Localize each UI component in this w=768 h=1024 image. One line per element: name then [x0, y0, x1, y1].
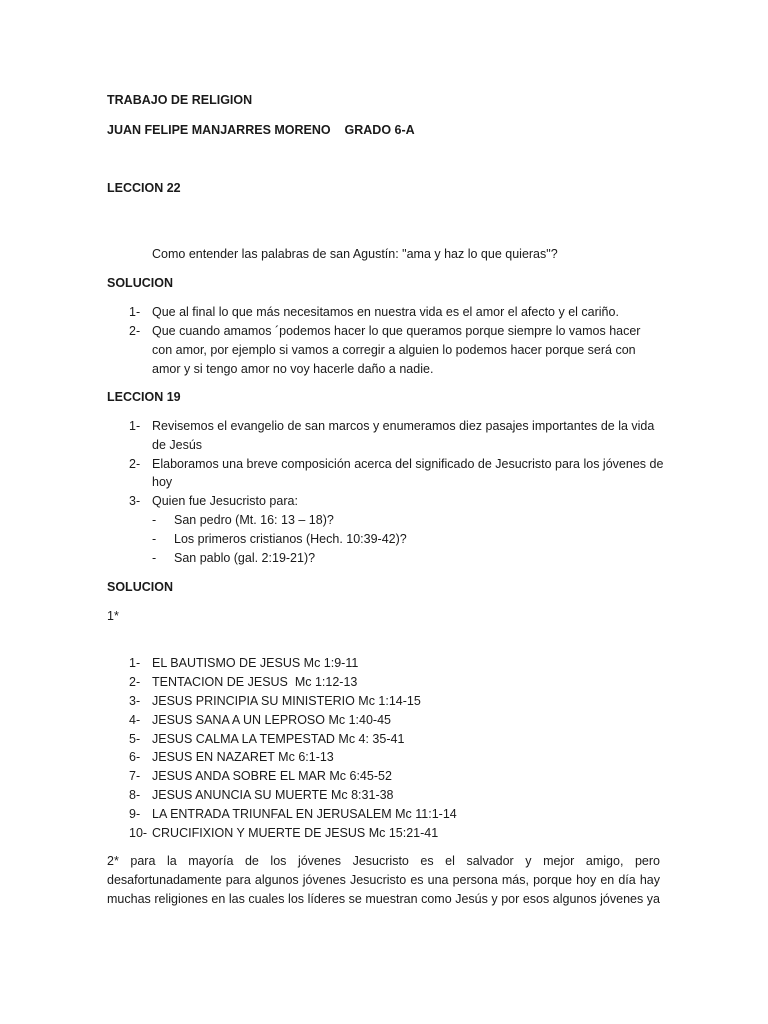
- passage-text: JESUS PRINCIPIA SU MINISTERIO Mc 1:14-15: [152, 694, 421, 708]
- task-line: hoy: [152, 475, 173, 489]
- subitem-text: San pablo (gal. 2:19-21)?: [174, 551, 316, 565]
- leccion-22-question: Como entender las palabras de san Agustín: "ama y haz lo que quieras"?: [152, 247, 558, 261]
- passage-text: LA ENTRADA TRIUNFAL EN JERUSALEM Mc 11:1-14: [152, 807, 457, 821]
- paragraph-line: desafortunadamente para algunos jóvenes Jesucristo es una persona más, porque hoy en día hay: [107, 873, 660, 887]
- answer-number: 2-: [129, 324, 141, 338]
- passage-text: JESUS EN NAZARET Mc 6:1-13: [152, 750, 334, 764]
- task-number: 1-: [129, 419, 141, 433]
- passage-number: 7-: [129, 769, 141, 783]
- passage-number: 9-: [129, 807, 141, 821]
- task-line: Revisemos el evangelio de san marcos y enumeramos diez pasajes importantes de la vida: [152, 419, 655, 433]
- passage-number: 2-: [129, 675, 141, 689]
- passage-number: 5-: [129, 732, 141, 746]
- passage-text: EL BAUTISMO DE JESUS Mc 1:9-11: [152, 656, 359, 670]
- passage-text: JESUS SANA A UN LEPROSO Mc 1:40-45: [152, 713, 391, 727]
- passage-number: 4-: [129, 713, 141, 727]
- subitem-dash: -: [152, 532, 157, 546]
- passage-text: TENTACION DE JESUS Mc 1:12-13: [152, 675, 358, 689]
- part-1-label: 1*: [107, 609, 119, 623]
- part-2-paragraph: [107, 852, 660, 909]
- passage-number: 10-: [129, 826, 148, 840]
- passage-text: JESUS ANUNCIA SU MUERTE Mc 8:31-38: [152, 788, 394, 802]
- subitem-dash: -: [152, 551, 157, 565]
- passage-number: 3-: [129, 694, 141, 708]
- task-line: de Jesús: [152, 438, 203, 452]
- passage-text: JESUS ANDA SOBRE EL MAR Mc 6:45-52: [152, 769, 392, 783]
- subitem-text: Los primeros cristianos (Hech. 10:39-42)?: [174, 532, 407, 546]
- passage-text: JESUS CALMA LA TEMPESTAD Mc 4: 35-41: [152, 732, 405, 746]
- paragraph-line: muchas religiones en las cuales los líderes se muestran como Jesús y por esos algunos jóvenes ya: [107, 892, 660, 906]
- passage-number: 1-: [129, 656, 141, 670]
- answer-number: 1-: [129, 305, 141, 319]
- task-line: Quien fue Jesucristo para:: [152, 494, 298, 508]
- solucion-heading-1: SOLUCION: [107, 276, 173, 290]
- answer-line: Que cuando amamos ´podemos hacer lo que queramos porque siempre lo vamos hacer: [152, 324, 641, 338]
- task-line: Elaboramos una breve composición acerca del significado de Jesucristo para los jóvenes de: [152, 457, 664, 471]
- document-title: TRABAJO DE RELIGION: [107, 93, 253, 107]
- answer-line: amor y si tengo amor no voy hacerle daño a nadie.: [152, 362, 434, 376]
- subitem-dash: -: [152, 513, 157, 527]
- answer-line: con amor, por ejemplo si vamos a corregir a alguien lo podemos hacer porque será con: [152, 343, 636, 357]
- paragraph-line: 2* para la mayoría de los jóvenes Jesucristo es el salvador y mejor amigo, pero: [107, 854, 660, 868]
- task-number: 2-: [129, 457, 141, 471]
- subitem-text: San pedro (Mt. 16: 13 – 18)?: [174, 513, 334, 527]
- student-line: JUAN FELIPE MANJARRES MORENO GRADO 6-A: [107, 123, 415, 137]
- task-number: 3-: [129, 494, 141, 508]
- leccion-22-heading: LECCION 22: [107, 181, 181, 195]
- solucion-heading-2: SOLUCION: [107, 580, 173, 594]
- leccion-19-heading: LECCION 19: [107, 390, 181, 404]
- answer-line: Que al final lo que más necesitamos en nuestra vida es el amor el afecto y el cariño.: [152, 305, 619, 319]
- passage-text: CRUCIFIXION Y MUERTE DE JESUS Mc 15:21-41: [152, 826, 439, 840]
- passage-number: 8-: [129, 788, 141, 802]
- passage-number: 6-: [129, 750, 141, 764]
